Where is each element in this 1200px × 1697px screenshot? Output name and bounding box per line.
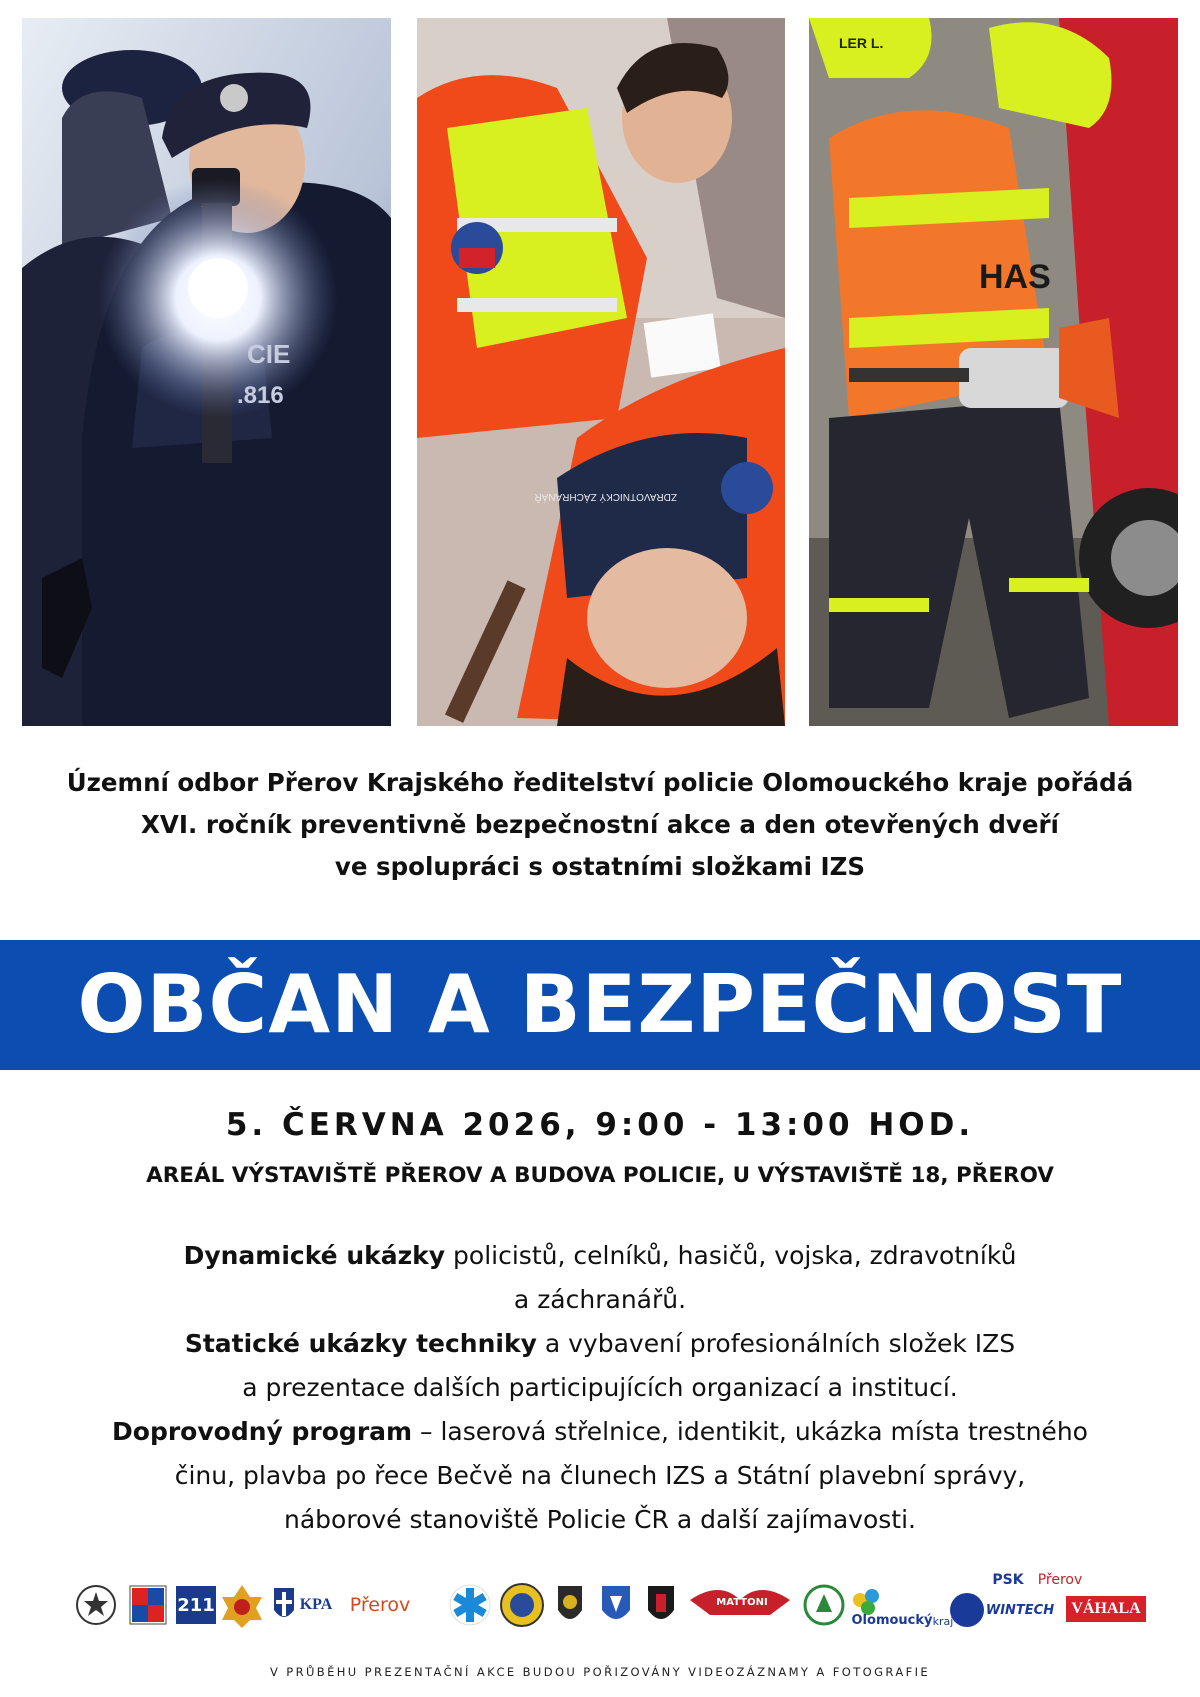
medic-photo: [417, 18, 785, 726]
kpa-text: KPA: [299, 1596, 333, 1613]
logo-211-text: 211: [177, 1594, 215, 1616]
title-banner: [0, 940, 1200, 1070]
fire-helmet-text: LER L.: [839, 35, 884, 51]
intro-line-3: ve spolupráci s ostatními složkami IZS: [334, 852, 866, 881]
kraj-text: kraj: [932, 1614, 954, 1628]
police-number-text: .816: [237, 382, 284, 409]
star-of-life-icon: [450, 1585, 490, 1625]
event-venue: AREÁL VÝSTAVIŠTĚ PŘEROV A BUDOVA POLICIE, U VÝSTAVIŠTĚ 18, PŘEROV: [146, 1163, 1054, 1188]
municipal-police-logo: [602, 1586, 630, 1619]
intro-line-1: Územní odbor Přerov Krajského ředitelství policie Olomouckého kraje pořádá: [66, 768, 1134, 797]
police-star-icon: [77, 1586, 115, 1624]
fire-vest-text: HAS: [979, 258, 1051, 296]
recording-notice: V PRŮBĚHU PREZENTAČNÍ AKCE BUDOU POŘIZOVÁNY VIDEOZÁZNAMY A FOTOGRAFIE: [269, 1665, 931, 1679]
police-photo: [22, 18, 391, 726]
police-badge-text: CIE: [247, 339, 291, 369]
army-logo: [648, 1586, 674, 1619]
medic-back-text: ZDRAVOTNICKÝ ZÁCHRANÁŘ: [534, 491, 677, 502]
event-date: 5. ČERVNA 2026, 9:00 - 13:00 HOD.: [225, 1107, 975, 1143]
extra-label: Doprovodný program: [112, 1417, 413, 1446]
intro-line-2: XVI. ročník preventivně bezpečnostní akce a den otevřených dveří: [141, 810, 1059, 839]
event-title: OBČAN A BEZPEČNOST: [77, 958, 1123, 1051]
extra-text-2: činu, plavba po řece Bečvě na člunech IZS a Státní plavební správy,: [174, 1461, 1026, 1490]
static-text-1: a vybavení profesionálních složek IZS: [536, 1329, 1016, 1358]
mattoni-text: MATTONI: [716, 1596, 768, 1608]
photo-strip: [22, 18, 1178, 726]
extra-text-3: náborové stanoviště Policie ČR a další zajímavosti.: [284, 1505, 916, 1534]
olomoucky-text: Olomoucký: [851, 1612, 933, 1628]
program-extra: [30, 1410, 1170, 1454]
psk-text: PSK: [992, 1572, 1024, 1588]
customs-logo: [558, 1586, 582, 1619]
program-description: [30, 1234, 1170, 1542]
static-text-2: a prezentace dalších participujících organizací a institucí.: [242, 1373, 958, 1402]
vahala-text: VÁHALA: [1071, 1600, 1141, 1617]
fire-cross-icon: [222, 1585, 262, 1628]
program-static: [30, 1322, 1170, 1366]
wintech-text: WINTECH: [985, 1602, 1055, 1618]
ministry-shield-logo: [130, 1586, 166, 1624]
dynamic-label: Dynamické ukázky: [183, 1241, 446, 1270]
extra-text-1: – laserová střelnice, identikit, ukázka místa trestného: [412, 1417, 1088, 1446]
partner-logos: [70, 1570, 1150, 1640]
intro-text: [0, 762, 1200, 888]
psk-prerov-text: Přerov: [1037, 1572, 1083, 1588]
prerov-logo-text: Přerov: [349, 1594, 411, 1616]
dynamic-text-2: a záchranářů.: [513, 1285, 687, 1314]
dynamic-text-1: policistů, celníků, hasičů, vojska, zdravotníků: [445, 1241, 1017, 1270]
program-dynamic: [30, 1234, 1170, 1278]
kpa-logo: [274, 1588, 294, 1617]
green-badge-logo: [805, 1586, 843, 1624]
rescue-badge-logo: [501, 1584, 543, 1626]
firefighter-photo: [809, 18, 1178, 726]
static-label: Statické ukázky techniky: [184, 1329, 537, 1358]
